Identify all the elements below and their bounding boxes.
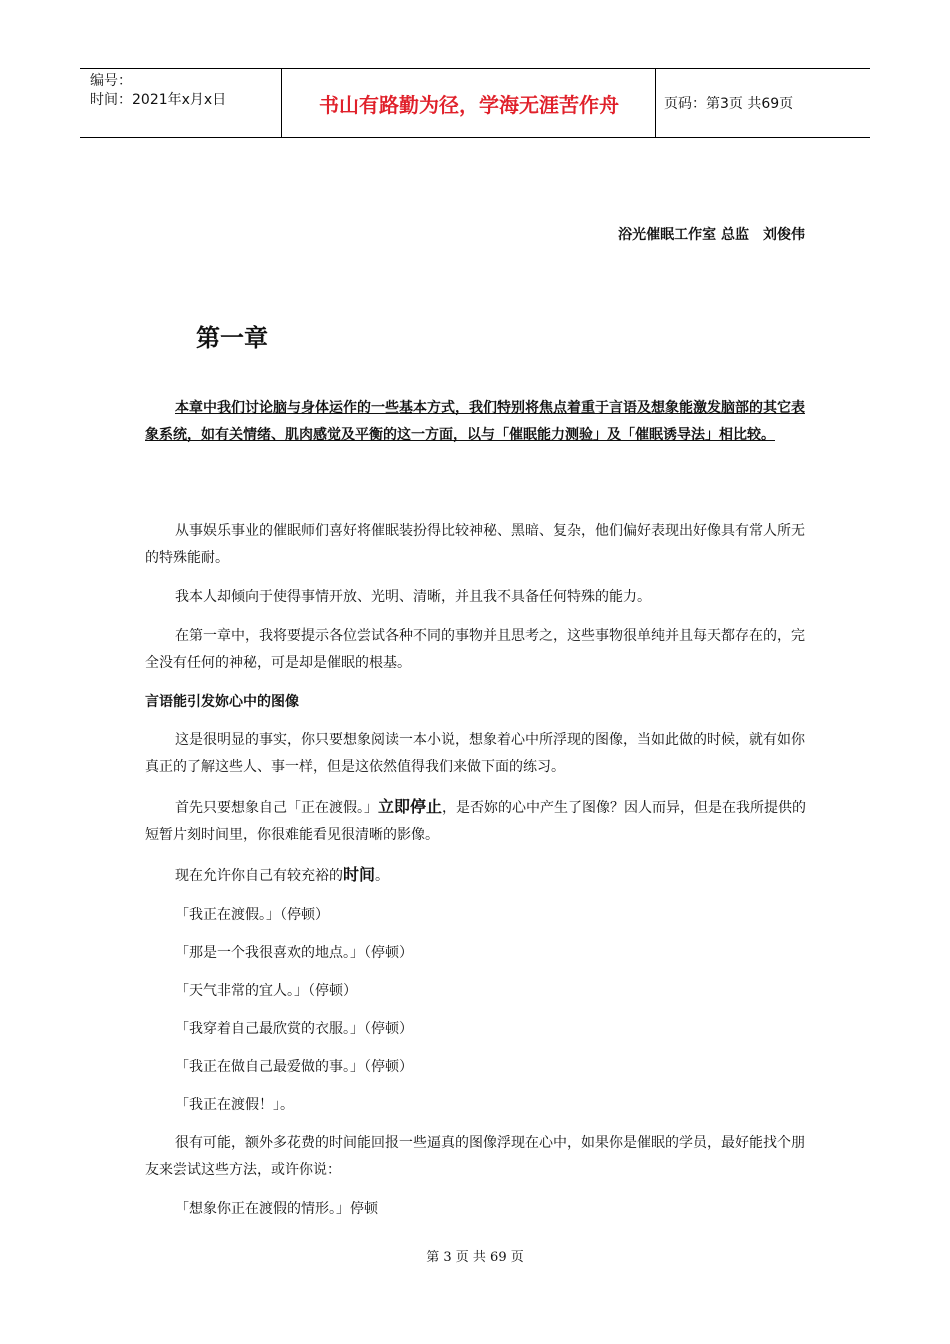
quote-line: 「天气非常的宜人。」（停顿） (175, 983, 357, 999)
quote-line: 「我正在做自己最爱做的事。」（停顿） (175, 1059, 413, 1075)
paragraph: 从事娱乐事业的催眠师们喜好将催眠装扮得比较神秘、黑暗、复杂，他们偏好表现出好像具有常人所无的特殊能耐。 (145, 523, 805, 566)
page-info: 页码：第3页 共69页 (664, 96, 794, 112)
number-label: 编号： (90, 73, 132, 89)
paragraph: 很有可能，额外多花费的时间能回报一些逼真的图像浮现在心中，如果你是催眠的学员，最好能找个朋友来尝试这些方法，或许你说： (145, 1135, 805, 1178)
quote-line: 「我穿着自己最欣赏的衣服。」（停顿） (175, 1021, 413, 1037)
header-table (80, 68, 870, 138)
paragraph-text: ，是否妳的心中产生了图像？因人而异，但是在我所提供的短暂片刻时间里，你很难能看见很清晰的影像。 (145, 800, 807, 843)
paragraph: 在第一章中，我将要提示各位尝试各种不同的事物并且思考之，这些事物很单纯并且每天都存在的，完全没有任何的神秘，可是却是催眠的根基。 (145, 628, 805, 671)
section-heading: 言语能引发妳心中的图像 (145, 694, 299, 710)
quote-line: 「想象你正在渡假的情形。」停顿 (175, 1201, 378, 1217)
paragraph-text: 现在允许你自己有较充裕的 (175, 868, 343, 884)
paragraph (145, 861, 810, 890)
paragraph: 我本人却倾向于使得事情开放、光明、清晰，并且我不具备任何特殊的能力。 (175, 589, 651, 605)
emphasis-text: 时间 (343, 865, 376, 884)
author-line: 浴光催眠工作室 总监 刘俊伟 (618, 227, 805, 243)
paragraph: 这是很明显的事实，你只要想象阅读一本小说，想象着心中所浮现的图像，当如此做的时候，就有如你真正的了解这些人、事一样，但是这依然值得我们来做下面的练习。 (145, 732, 805, 775)
quote-line: 「我正在渡假！」。 (175, 1097, 294, 1113)
paragraph-text: 首先只要想象自己「正在渡假。」 (175, 800, 378, 816)
emphasis-text: 立即停止 (378, 797, 443, 816)
chapter-summary: 本章中我们讨论脑与身体运作的一些基本方式，我们特别将焦点着重于言语及想象能激发脑部的其它表象系统，如有关情绪、肌肉感觉及平衡的这一方面，以与「催眠能力测验」及「催眠诱导法」相比较。 (145, 400, 805, 443)
header-meta-cell (80, 69, 282, 137)
chapter-title: 第一章 (196, 324, 268, 352)
page-footer: 第 3 页 共 69 页 (426, 1250, 524, 1265)
time-label: 时间：2021年x月x日 (90, 92, 227, 108)
quote-line: 「那是一个我很喜欢的地点。」（停顿） (175, 945, 413, 961)
header-page-cell (656, 69, 870, 137)
paragraph-text: 。 (375, 868, 390, 884)
header-motto-cell (283, 69, 656, 137)
quote-line: 「我正在渡假。」（停顿） (175, 907, 329, 923)
motto-text: 书山有路勤为径，学海无涯苦作舟 (319, 92, 619, 117)
paragraph (145, 793, 810, 849)
body-content (145, 518, 810, 1234)
